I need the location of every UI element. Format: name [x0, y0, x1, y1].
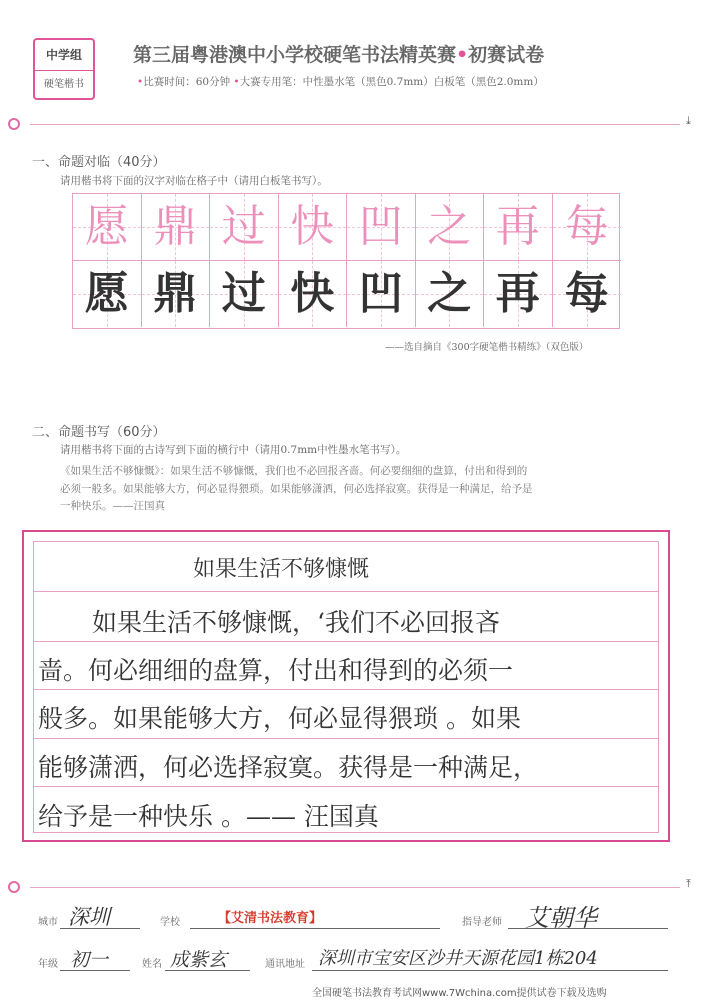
school-value: 【艾清书法教育】	[218, 911, 323, 926]
name-label: 姓名	[142, 959, 162, 970]
writing-rule	[33, 738, 659, 739]
model-char: 之	[427, 201, 472, 252]
poem-line-1: 《如果生活不够慷慨》：如果生活不够慷慨，我们也不必回报吝啬。何必要细细的盘算，付出和得到的	[60, 465, 528, 477]
copied-char: 再	[495, 267, 540, 319]
grid-cell	[279, 261, 348, 328]
grid-cell	[142, 194, 211, 261]
section1-note: 请用楷书将下面的汉字对临在格子中（请用白板笔书写）。	[60, 175, 328, 187]
writing-rule	[33, 641, 659, 642]
copied-char: 凹	[358, 267, 403, 319]
grid-cell	[73, 261, 142, 328]
grid-cell	[484, 194, 553, 261]
grid-cell	[279, 194, 348, 261]
name-value: 成紫玄	[170, 949, 228, 971]
handwritten-line-5: 给予是一种快乐 。—— 汪国真	[38, 802, 379, 831]
section2-note: 请用楷书将下面的古诗写到下面的横行中（请用0.7mm中性墨水笔书写）。	[60, 444, 407, 456]
writing-rule	[33, 591, 659, 592]
model-char: 愿	[84, 201, 129, 252]
section1-title: 一、命题对临（40分）	[32, 155, 166, 170]
poem-line-2: 必须一般多。如果能够大方，何必显得猥琐。如果能够潇洒，何必选择寂寞。获得是一种满足，给予是	[60, 482, 533, 495]
section2-title: 二、命题书写（60分）	[32, 425, 166, 440]
city-label: 城市	[38, 917, 58, 928]
page-title	[133, 40, 544, 67]
source-note: ——选自摘自《300字硬笔楷书精练》（双色版）	[385, 342, 589, 353]
subtitle-time: 比赛时间：60分钟	[143, 76, 231, 88]
copied-char: 每	[564, 267, 609, 319]
subtitle-pens: 大赛专用笔：中性墨水笔（黑色0.7mm）白板笔（黑色2.0mm）	[239, 76, 544, 88]
model-char: 再	[495, 201, 540, 252]
copied-char: 鼎	[153, 267, 198, 319]
title-dot: •	[456, 44, 469, 66]
poem-reference	[60, 463, 660, 516]
writing-rule	[33, 786, 659, 787]
copy-grid	[72, 193, 620, 329]
school-underline	[190, 928, 440, 929]
grid-cell	[347, 261, 416, 328]
handwritten-title: 如果生活不够慷慨	[193, 557, 370, 582]
teacher-value: 艾朝华	[525, 904, 597, 932]
model-char: 过	[221, 201, 266, 252]
copied-char: 愿	[84, 267, 129, 319]
arrow-icon: ⤓	[686, 114, 691, 127]
teacher-label: 指导老师	[462, 917, 502, 928]
subtitle-dot-2: •	[233, 76, 240, 88]
address-label: 通讯地址	[265, 959, 305, 970]
poem-line-3: 一种快乐。——汪国真	[60, 500, 165, 512]
grid-cell	[416, 194, 485, 261]
website-note: 全国硬笔书法教育考试网www.7Wchina.com提供试卷下载及选购	[312, 988, 607, 999]
grid-cell	[553, 194, 622, 261]
title-suffix: 初赛试卷	[468, 44, 545, 66]
swirl-icon	[8, 881, 20, 893]
copied-char: 快	[290, 267, 335, 319]
model-char: 鼎	[153, 201, 198, 252]
grid-cell	[484, 261, 553, 328]
writing-rule	[33, 689, 659, 690]
address-underline	[312, 970, 668, 971]
model-char: 快	[290, 201, 335, 252]
handwritten-line-2: 啬。何必细细的盘算，付出和得到的必须一	[38, 656, 514, 685]
page-subtitle	[137, 74, 544, 89]
grid-cell	[210, 194, 279, 261]
grid-cell	[73, 194, 142, 261]
group-badge	[33, 38, 95, 100]
copied-char: 之	[427, 267, 472, 319]
school-label: 学校	[160, 917, 180, 928]
copied-char: 过	[221, 267, 266, 319]
handwritten-line-3: 般多。如果能够大方，何必显得猥琐 。如果	[38, 704, 521, 733]
model-char: 每	[564, 201, 609, 252]
top-separator	[30, 124, 680, 125]
grid-cell	[142, 261, 211, 328]
handwritten-line-1: 如果生活不够慷慨，‘我们不必回报吝	[92, 608, 500, 637]
handwritten-line-4: 能够潇洒，何必选择寂寞。获得是一种满足，	[38, 753, 539, 782]
city-value: 深圳	[68, 905, 110, 929]
badge-group-label: 中学组	[35, 40, 93, 71]
grade-value: 初一	[70, 949, 109, 971]
bottom-separator	[30, 887, 680, 888]
grade-label: 年级	[38, 959, 58, 970]
address-value: 深圳市宝安区沙井天源花园1栋204	[318, 948, 598, 969]
writing-area	[33, 541, 659, 833]
grid-cell	[347, 194, 416, 261]
badge-style-label: 硬笔楷书	[44, 79, 84, 90]
title-main: 第三届粤港澳中小学校硬笔书法精英赛	[133, 44, 457, 66]
grid-cell	[210, 261, 279, 328]
arrow-icon: ⤒	[686, 877, 691, 890]
grid-cell	[416, 261, 485, 328]
swirl-icon	[8, 118, 20, 130]
model-char: 凹	[358, 201, 403, 252]
grid-cell	[553, 261, 622, 328]
subtitle-dot-1: •	[137, 76, 144, 88]
